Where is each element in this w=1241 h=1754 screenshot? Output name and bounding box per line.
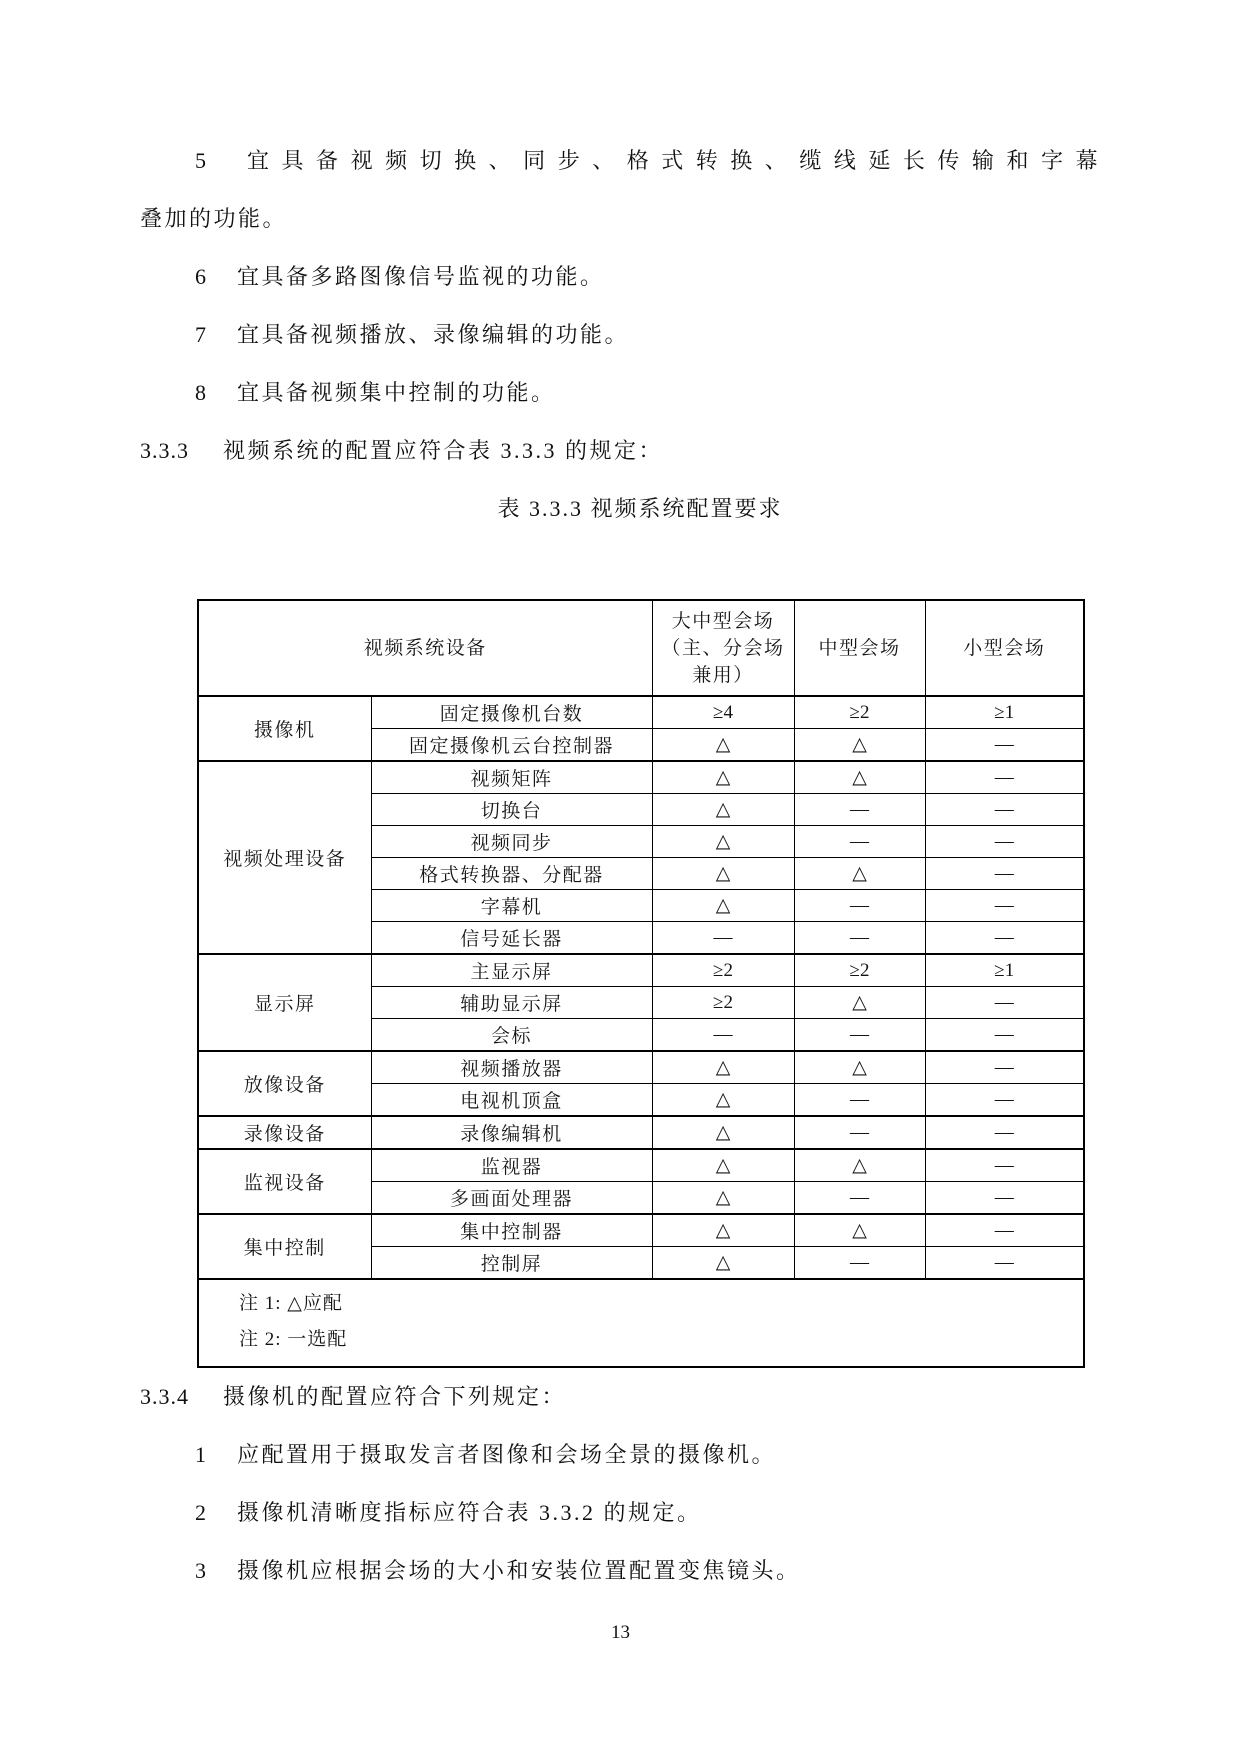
table-value-cell: △ [794,858,925,890]
table-value-cell: — [794,1247,925,1280]
item-text: 应配置用于摄取发言者图像和会场全景的摄像机。 [237,1442,777,1467]
header-large-line: 兼用） [692,664,754,686]
table-value-cell: △ [652,729,794,762]
table-value-cell: — [925,1149,1084,1182]
table-row [198,1116,1084,1149]
table-value-cell: △ [794,761,925,794]
item-number: 8 [195,380,206,405]
table-value-cell: ≥1 [925,954,1084,987]
clause-item-8 [140,364,1100,422]
table-value-cell: — [925,729,1084,762]
table-device-cell: 切换台 [371,794,652,826]
table-category-cell: 视频处理设备 [198,761,371,954]
table-value-cell: △ [652,1149,794,1182]
table-device-cell: 录像编辑机 [371,1116,652,1149]
table-notes-row [198,1279,1084,1367]
header-medium-venue-cell: 中型会场 [794,600,925,696]
table-notes-cell [198,1279,1084,1367]
table-category-cell: 摄像机 [198,696,371,761]
table-row [198,1051,1084,1084]
table-value-cell: — [652,922,794,955]
table-value-cell: — [794,890,925,922]
table-value-cell: — [925,826,1084,858]
table-value-cell: △ [652,826,794,858]
table-value-cell: — [925,922,1084,955]
item-number: 6 [195,264,206,289]
clause-3-3-3 [140,422,1100,480]
table-value-cell: △ [652,890,794,922]
clause-text: 摄像机的配置应符合下列规定： [223,1384,567,1409]
table-note-2: 注 2: 一选配 [239,1329,348,1350]
table-row [198,696,1084,729]
item-text: 宜具备视频切换、同步、格式转换、缆线延长传输和字幕 [237,148,1100,173]
table-header-row [198,600,1084,696]
table-device-cell: 会标 [371,1019,652,1052]
table-value-cell: — [925,890,1084,922]
video-system-config-table [197,599,1085,1368]
table-category-cell: 集中控制 [198,1214,371,1279]
table-value-cell: — [925,1084,1084,1117]
item-number: 3 [195,1558,206,1583]
item-number: 5 [195,148,206,173]
item-number: 1 [195,1442,206,1467]
table-value-cell: — [794,1019,925,1052]
table-value-cell: △ [652,1247,794,1280]
table-value-cell: — [794,922,925,955]
item-text: 宜具备视频播放、录像编辑的功能。 [237,322,630,347]
table-value-cell: — [794,794,925,826]
table-note-1: 注 1: △应配 [239,1293,343,1314]
table-value-cell: △ [652,1116,794,1149]
table-device-cell: 信号延长器 [371,922,652,955]
table-value-cell: △ [652,858,794,890]
item-text: 叠加的功能。 [140,206,288,231]
table-category-cell: 放像设备 [198,1051,371,1116]
table-value-cell: — [925,794,1084,826]
item-number: 7 [195,322,206,347]
clause-number: 3.3.4 [140,1384,189,1409]
table-value-cell: △ [794,729,925,762]
table-device-cell: 视频播放器 [371,1051,652,1084]
table-title: 表 3.3.3 视频系统配置要求 [497,496,783,521]
table-value-cell: — [925,987,1084,1019]
table-value-cell: — [652,1019,794,1052]
table-row [198,954,1084,987]
table-value-cell: — [794,1182,925,1215]
table-value-cell: △ [794,1051,925,1084]
clause-334-item-2 [140,1484,1100,1542]
table-device-cell: 格式转换器、分配器 [371,858,652,890]
table-value-cell: ≥1 [925,696,1084,729]
item-text: 摄像机清晰度指标应符合表 3.3.2 的规定。 [237,1500,702,1525]
item-text: 摄像机应根据会场的大小和安装位置配置变焦镜头。 [237,1558,801,1583]
table-value-cell: — [925,1182,1084,1215]
table-value-cell: ≥2 [652,954,794,987]
table-device-cell: 主显示屏 [371,954,652,987]
table-value-cell: △ [652,1051,794,1084]
table-value-cell: ≥2 [794,696,925,729]
table-value-cell: — [925,1051,1084,1084]
table-value-cell: △ [794,1214,925,1247]
table-device-cell: 控制屏 [371,1247,652,1280]
item-text: 宜具备多路图像信号监视的功能。 [237,264,605,289]
header-large-venue-cell [652,600,794,696]
table-value-cell: — [925,1214,1084,1247]
table-value-cell: ≥2 [794,954,925,987]
clause-item-5-line1 [140,132,1100,190]
table-value-cell: △ [794,1149,925,1182]
table-device-cell: 字幕机 [371,890,652,922]
table-row [198,1214,1084,1247]
table-value-cell: — [925,1116,1084,1149]
clause-334-item-3 [140,1542,1100,1600]
table-category-cell: 监视设备 [198,1149,371,1214]
table-device-cell: 固定摄像机云台控制器 [371,729,652,762]
clause-item-5-line2 [140,190,1100,248]
table-value-cell: — [794,826,925,858]
table-value-cell: △ [652,761,794,794]
item-number: 2 [195,1500,206,1525]
table-device-cell: 视频同步 [371,826,652,858]
table-row [198,761,1084,794]
header-large-line: （主、分会场 [661,637,785,659]
table-value-cell: △ [652,1084,794,1117]
table-value-cell: — [794,1084,925,1117]
table-value-cell: ≥2 [652,987,794,1019]
table-value-cell: △ [652,1214,794,1247]
table-device-cell: 视频矩阵 [371,761,652,794]
table-value-cell: △ [794,987,925,1019]
header-small-venue-cell: 小型会场 [925,600,1084,696]
table-device-cell: 固定摄像机台数 [371,696,652,729]
clause-text: 视频系统的配置应符合表 3.3.3 的规定： [223,438,664,463]
clause-number: 3.3.3 [140,438,189,463]
table-category-cell: 录像设备 [198,1116,371,1149]
table-device-cell: 监视器 [371,1149,652,1182]
table-device-cell: 多画面处理器 [371,1182,652,1215]
table-device-cell: 电视机顶盒 [371,1084,652,1117]
table-value-cell: △ [652,794,794,826]
table-section [197,480,1083,1368]
table-value-cell: — [925,761,1084,794]
clause-item-6 [140,248,1100,306]
table-device-cell: 辅助显示屏 [371,987,652,1019]
table-value-cell: ≥4 [652,696,794,729]
table-device-cell: 集中控制器 [371,1214,652,1247]
table-value-cell: — [925,1247,1084,1280]
table-value-cell: — [925,1019,1084,1052]
table-value-cell: △ [652,1182,794,1215]
table-value-cell: — [794,1116,925,1149]
clause-334-item-1 [140,1426,1100,1484]
header-device-cell: 视频系统设备 [198,600,652,696]
clause-item-7 [140,306,1100,364]
table-category-cell: 显示屏 [198,954,371,1051]
table-value-cell: — [925,858,1084,890]
table-row [198,1149,1084,1182]
page-number: 13 [611,1622,630,1643]
header-large-line: 大中型会场 [671,610,775,632]
clause-3-3-4 [140,1368,1100,1426]
item-text: 宜具备视频集中控制的功能。 [237,380,556,405]
